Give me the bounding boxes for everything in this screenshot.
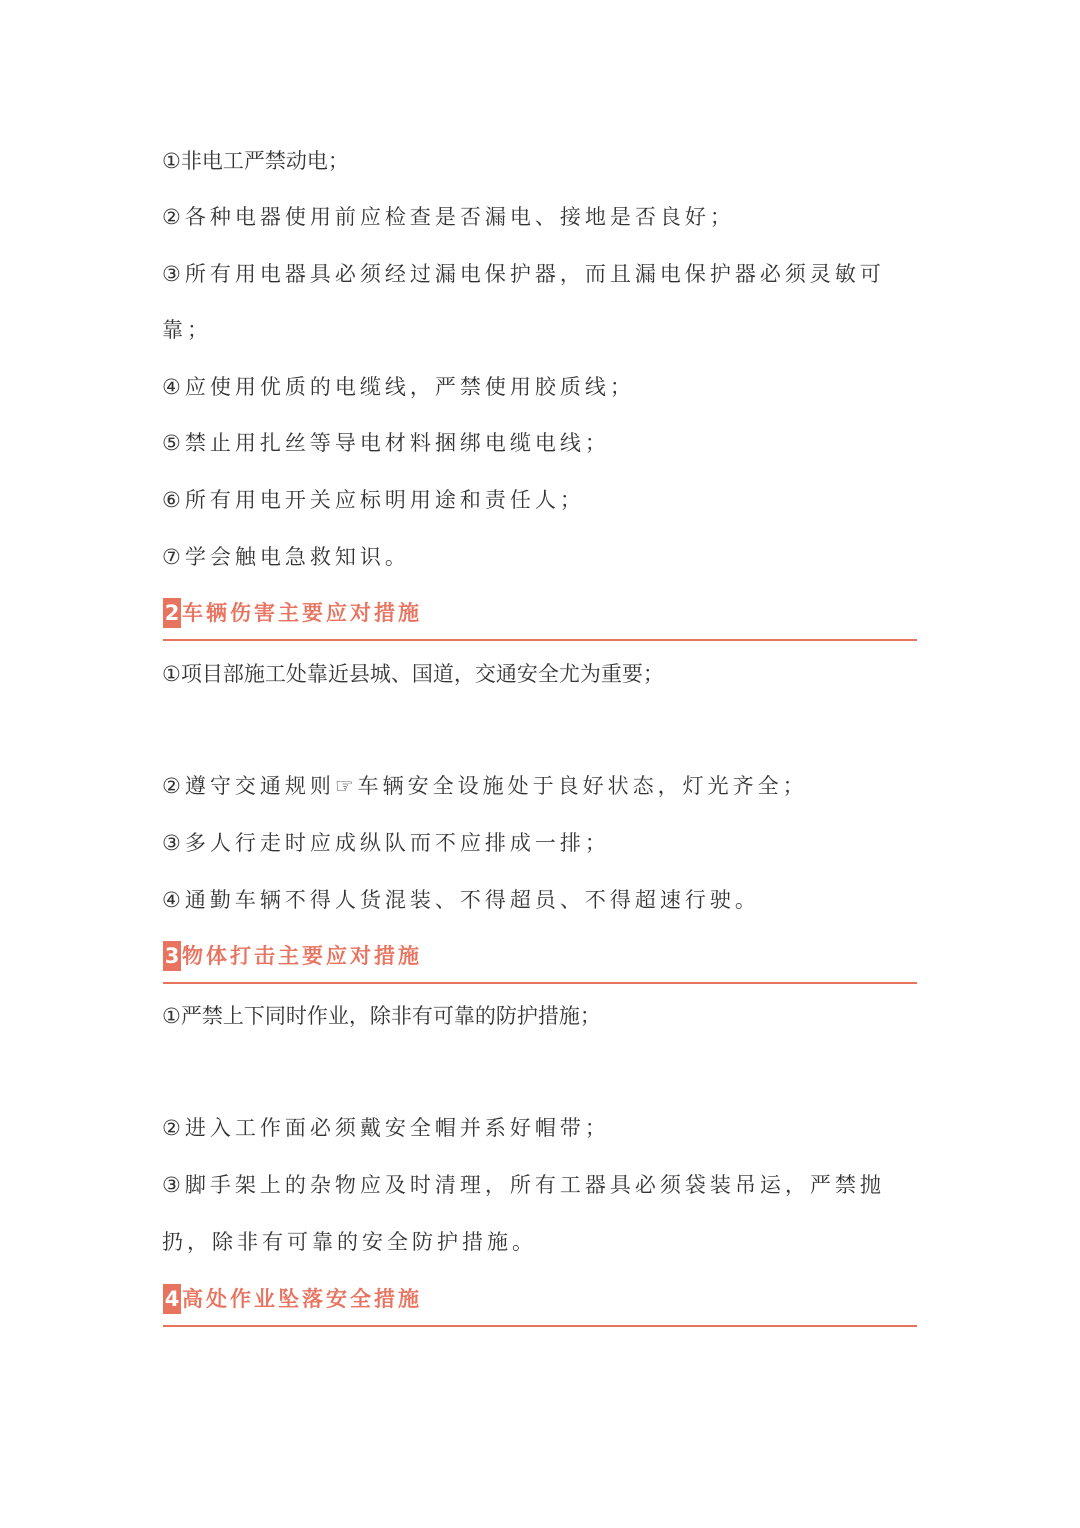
section-2-title: 车辆伤害主要应对措施 bbox=[182, 601, 422, 625]
object-strike-item-3-line-2: 扔，除非有可靠的安全防护措施。 bbox=[162, 1230, 537, 1254]
electric-item-3-line-1: ③所有用电器具必须经过漏电保护器，而且漏电保护器必须灵敏可 bbox=[162, 262, 885, 286]
object-strike-item-2: ②进入工作面必须戴安全帽并系好帽带； bbox=[162, 1116, 610, 1140]
electric-item-3-line-2: 靠； bbox=[162, 318, 212, 342]
section-3-heading bbox=[163, 936, 917, 984]
section-2-number-badge: 2 bbox=[163, 598, 181, 628]
vehicle-item-2: ②遵守交通规则☞车辆安全设施处于良好状态，灯光齐全； bbox=[162, 774, 808, 798]
vehicle-item-1: ①项目部施工处靠近县城、国道，交通安全尤为重要； bbox=[162, 662, 664, 686]
electric-item-2: ②各种电器使用前应检查是否漏电、接地是否良好； bbox=[162, 205, 735, 229]
electric-item-1: ①非电工严禁动电； bbox=[162, 149, 349, 173]
electric-item-5: ⑤禁止用扎丝等导电材料捆绑电缆电线； bbox=[162, 431, 610, 455]
object-strike-item-1: ①严禁上下同时作业，除非有可靠的防护措施； bbox=[162, 1004, 601, 1028]
section-3-number-badge: 3 bbox=[163, 941, 181, 971]
electric-item-4: ④应使用优质的电缆线，严禁使用胶质线； bbox=[162, 375, 635, 399]
section-2-heading bbox=[163, 593, 917, 641]
electric-item-6: ⑥所有用电开关应标明用途和责任人； bbox=[162, 488, 585, 512]
section-4-heading bbox=[163, 1279, 917, 1327]
electric-item-7: ⑦学会触电急救知识。 bbox=[162, 545, 410, 569]
object-strike-item-3-line-1: ③脚手架上的杂物应及时清理，所有工器具必须袋装吊运，严禁抛 bbox=[162, 1173, 885, 1197]
vehicle-item-4: ④通勤车辆不得人货混装、不得超员、不得超速行驶。 bbox=[162, 888, 760, 912]
section-4-title: 高处作业坠落安全措施 bbox=[182, 1287, 422, 1311]
section-4-number-badge: 4 bbox=[163, 1284, 181, 1314]
vehicle-item-3: ③多人行走时应成纵队而不应排成一排； bbox=[162, 831, 610, 855]
section-3-title: 物体打击主要应对措施 bbox=[182, 944, 422, 968]
